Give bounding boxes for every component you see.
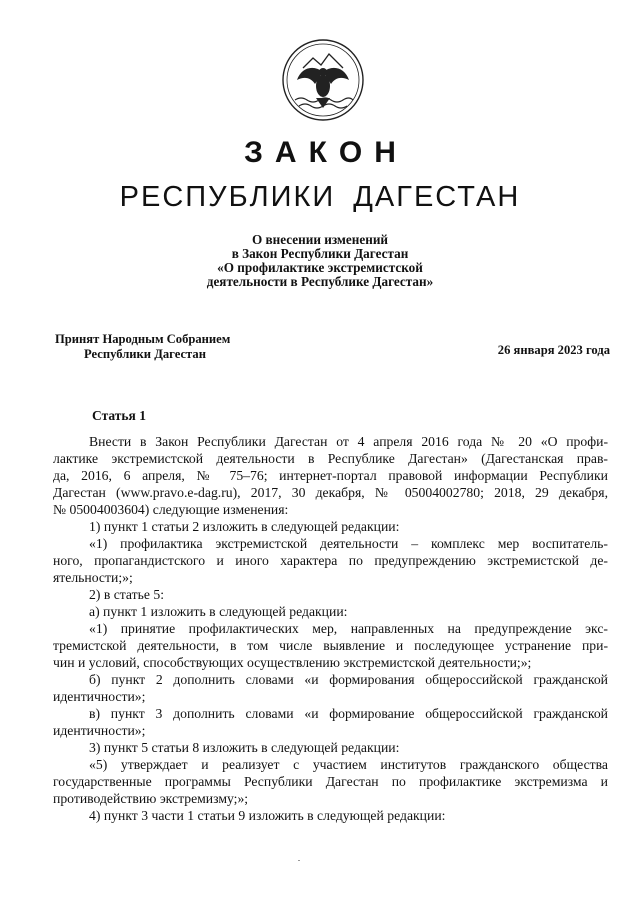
law-name-line: «О профилактике экстремистской (217, 260, 423, 275)
document-title: ЗАКОН (244, 136, 408, 169)
document-subtitle-republic: РЕСПУБЛИКИ ДАГЕСТАН (119, 181, 521, 213)
law-name-block (0, 233, 640, 289)
body-line: ного, пропагандистского и иного характера по предупреждению экстремистской де- (53, 553, 608, 568)
body-line: государственные программы Республики Дагестан по профилактике экстремизма и (53, 774, 608, 789)
body-line: лактике экстремистской деятельности в Республике Дагестан» (Дагестанская прав- (53, 451, 608, 466)
article-body (53, 433, 608, 824)
body-line: Внести в Закон Республики Дагестан от 4 апреля 2016 года № 20 «О профи- (89, 434, 608, 449)
body-line: Дагестан (www.pravo.e-dag.ru), 2017, 30 декабря, № 05004002780; 2018, 29 декабря, (53, 485, 608, 500)
body-line: б) пункт 2 дополнить словами «и формирования общероссийской гражданской (89, 672, 608, 687)
body-line: идентичности»; (53, 689, 146, 704)
law-name-line: деятельности в Республике Дагестан» (206, 274, 434, 289)
body-line: 3) пункт 5 статьи 8 изложить в следующей редакции: (89, 740, 400, 755)
body-line: да, 2016, 6 апреля, № 75–76; интернет-портал правовой информации Республики (53, 468, 608, 483)
body-line: тремистской деятельности, в том числе выявление и последующее устранение при- (53, 638, 608, 653)
body-line: 4) пункт 3 части 1 статьи 9 изложить в следующей редакции: (89, 808, 446, 823)
body-line: 1) пункт 1 статьи 2 изложить в следующей редакции: (89, 519, 400, 534)
dagestan-coat-of-arms-icon (281, 38, 365, 122)
scan-speck (298, 860, 300, 861)
body-line: чин и условий, способствующих осуществлению экстремистской деятельности;»; (53, 655, 532, 670)
body-line: № 05004003604) следующие изменения: (53, 502, 289, 517)
adoption-date: 26 января 2023 года (497, 343, 610, 357)
law-name-line: О внесении изменений (251, 232, 389, 247)
body-line: противодействию экстремизму;»; (53, 791, 249, 806)
adopted-by-block (55, 332, 230, 361)
body-line: «1) принятие профилактических мер, направленных на предупреждение экс- (89, 621, 608, 636)
body-line: в) пункт 3 дополнить словами «и формирование общероссийской гражданской (89, 706, 608, 721)
adopted-line-2: Республики Дагестан (84, 346, 206, 361)
body-line: ятельности;»; (53, 570, 133, 585)
article-heading: Статья 1 (92, 408, 146, 423)
adopted-line-1: Принят Народным Собранием (55, 332, 231, 346)
law-name-line: в Закон Республики Дагестан (231, 246, 409, 261)
body-line: 2) в статье 5: (89, 587, 165, 602)
body-line: «5) утверждает и реализует с участием институтов гражданского общества (89, 757, 608, 772)
body-line: «1) профилактика экстремистской деятельности – комплекс мер воспитатель- (89, 536, 608, 551)
body-line: а) пункт 1 изложить в следующей редакции: (89, 604, 348, 619)
body-line: идентичности»; (53, 723, 146, 738)
